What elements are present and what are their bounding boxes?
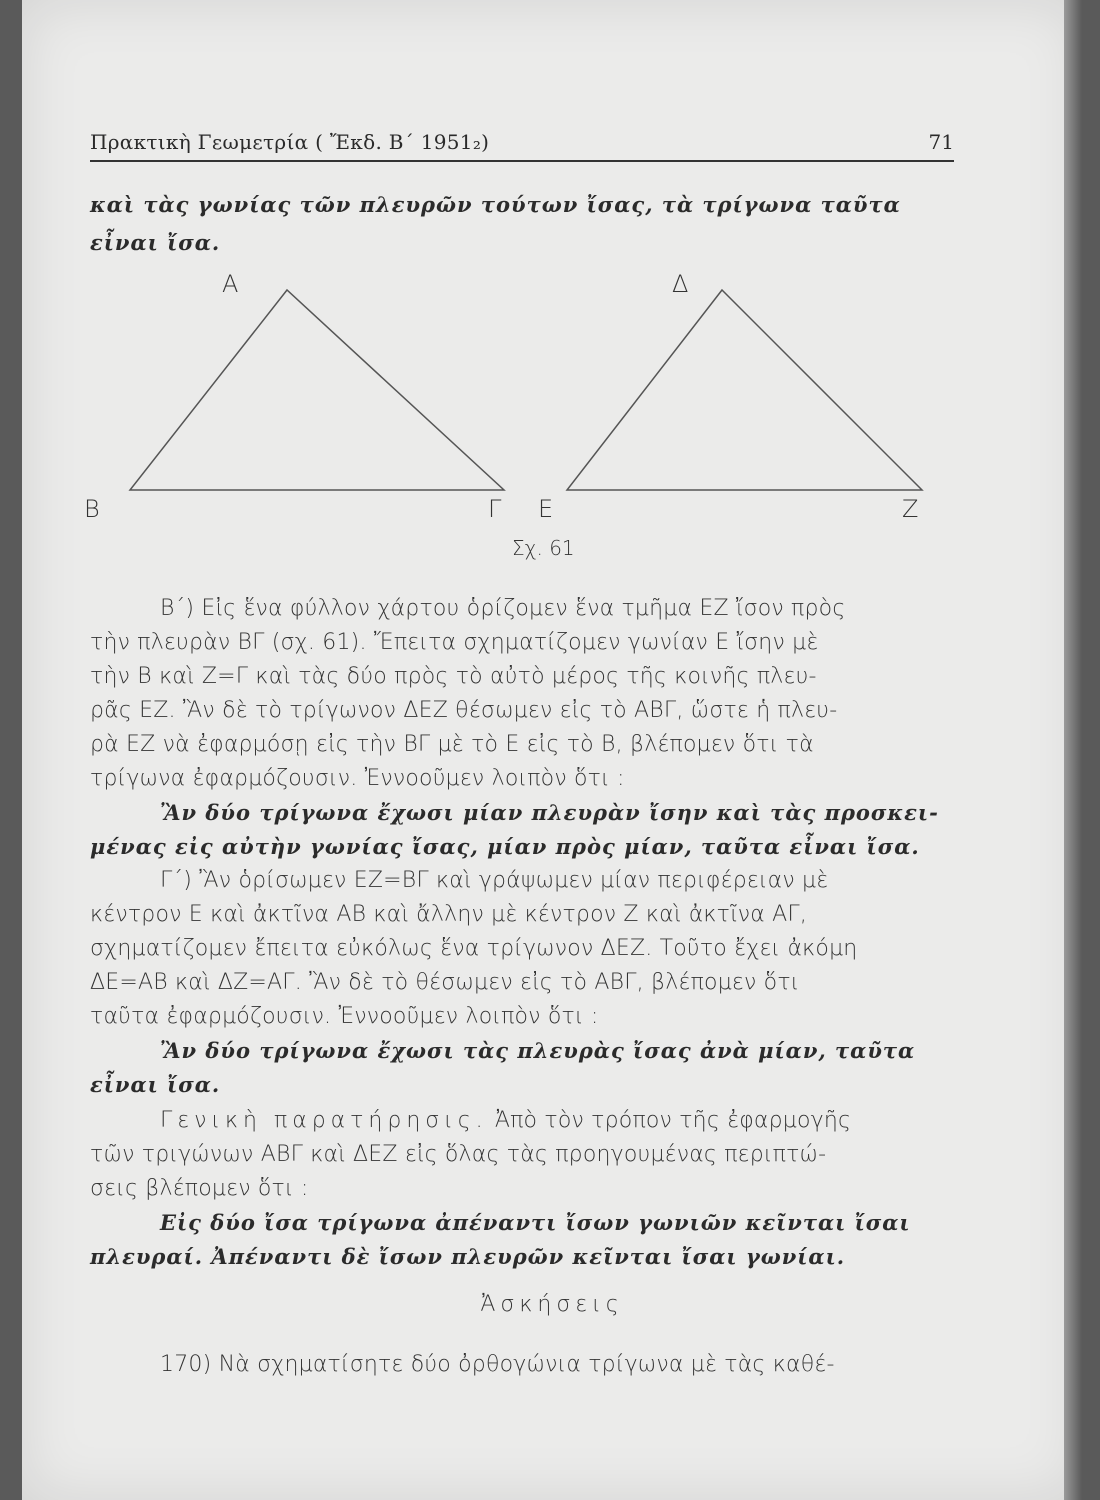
theorem-g-line-2: εἶναι ἴσα. bbox=[90, 1072, 221, 1097]
exercises-heading: Ἀσκήσεις bbox=[480, 1292, 624, 1317]
header-title: Πρακτικὴ Γεωμετρία ( Ἔκδ. Β΄ 1951₂) bbox=[90, 130, 490, 154]
theorem-g-line-1: Ἂν δύο τρίγωνα ἔχωσι τὰς πλευρὰς ἴσας ἀνὰ μίαν, ταῦτα bbox=[160, 1038, 916, 1063]
para-b-line-5: ρὰ ΕΖ νὰ ἐφαρμόσῃ εἰς τὴν ΒΓ μὲ τὸ Ε εἰς τὸ Β, βλέπομεν ὅτι τὰ bbox=[90, 732, 814, 757]
vertex-label-b: Β bbox=[84, 495, 100, 523]
para-g-line-3: σχηματίζομεν ἔπειτα εὐκόλως ἕνα τρίγωνον ΔΕΖ. Τοῦτο ἔχει ἀκόμη bbox=[90, 936, 858, 961]
para-b-line-4: ρᾶς ΕΖ. Ἂν δὲ τὸ τρίγωνον ΔΕΖ θέσωμεν εἰς τὸ ΑΒΓ, ὥστε ἡ πλευ- bbox=[90, 698, 838, 723]
vertex-label-g: Γ bbox=[488, 495, 502, 523]
general-remark-text: Ἀπὸ τὸν τρόπον τῆς ἐφαρμογῆς bbox=[487, 1108, 852, 1133]
triangle-dez bbox=[567, 290, 922, 490]
figure-caption: Σχ. 61 bbox=[512, 536, 575, 560]
intro-line-2: εἶναι ἴσα. bbox=[90, 230, 221, 255]
intro-line-1: καὶ τὰς γωνίας τῶν πλευρῶν τούτων ἴσας, τὰ τρίγωνα ταῦτα bbox=[90, 192, 901, 217]
general-remark-line-1 bbox=[90, 1108, 1026, 1133]
vertex-label-a: Α bbox=[222, 270, 239, 298]
triangles-figure bbox=[22, 0, 1082, 560]
general-remark-label: Γενικὴ παρατήρησις. bbox=[160, 1108, 488, 1133]
vertex-label-e: Ε bbox=[538, 495, 554, 523]
para-b-line-6: τρίγωνα ἐφαρμόζουσιν. Ἐννοοῦμεν λοιπὸν ὅτι : bbox=[90, 766, 625, 791]
book-page bbox=[22, 0, 1082, 1500]
exercise-170: 170) Νὰ σχηματίσητε δύο ὀρθογώνια τρίγωνα μὲ τὰς καθέ- bbox=[160, 1352, 835, 1377]
para-b-line-1: Β΄) Εἰς ἕνα φύλλον χάρτου ὁρίζομεν ἕνα τμῆμα ΕΖ ἴσον πρὸς bbox=[160, 596, 846, 621]
para-b-line-2: τὴν πλευρὰν ΒΓ (σχ. 61). Ἔπειτα σχηματίζομεν γωνίαν Ε ἴσην μὲ bbox=[90, 630, 819, 655]
theorem-b-line-2: μένας εἰς αὐτὴν γωνίας ἴσας, μίαν πρὸς μίαν, ταῦτα εἶναι ἴσα. bbox=[90, 834, 920, 859]
theorem-general-line-2: πλευραί. Ἀπέναντι δὲ ἴσων πλευρῶν κεῖνται ἴσαι γωνίαι. bbox=[90, 1244, 846, 1269]
para-g-line-4: ΔΕ=ΑΒ καὶ ΔΖ=ΑΓ. Ἂν δὲ τὸ θέσωμεν εἰς τὸ ΑΒΓ, βλέπομεν ὅτι bbox=[90, 970, 800, 995]
general-remark-line-3: σεις βλέπομεν ὅτι : bbox=[90, 1176, 309, 1201]
vertex-label-z: Ζ bbox=[902, 495, 919, 523]
triangle-abg bbox=[130, 290, 504, 490]
vertex-label-d: Δ bbox=[672, 270, 689, 298]
para-g-line-2: κέντρον Ε καὶ ἀκτῖνα ΑΒ καὶ ἄλλην μὲ κέντρον Ζ καὶ ἀκτῖνα ΑΓ, bbox=[90, 902, 808, 927]
theorem-general-line-1: Εἰς δύο ἴσα τρίγωνα ἀπέναντι ἴσων γωνιῶν κεῖνται ἴσαι bbox=[160, 1210, 911, 1235]
general-remark-line-2: τῶν τριγώνων ΑΒΓ καὶ ΔΕΖ εἰς ὅλας τὰς προηγουμένας περιπτώ- bbox=[90, 1142, 827, 1167]
theorem-b-line-1: Ἂν δύο τρίγωνα ἔχωσι μίαν πλευρὰν ἴσην καὶ τὰς προσκει- bbox=[160, 800, 939, 825]
para-g-line-1: Γ΄) Ἂν ὁρίσωμεν ΕΖ=ΒΓ καὶ γράψωμεν μίαν περιφέρειαν μὲ bbox=[160, 868, 829, 893]
page-number: 71 bbox=[928, 130, 954, 154]
para-b-line-3: τὴν Β καὶ Ζ=Γ καὶ τὰς δύο πρὸς τὸ αὐτὸ μέρος τῆς κοινῆς πλευ- bbox=[90, 664, 817, 689]
para-g-line-5: ταῦτα ἐφαρμόζουσιν. Ἐννοοῦμεν λοιπὸν ὅτι : bbox=[90, 1004, 599, 1029]
